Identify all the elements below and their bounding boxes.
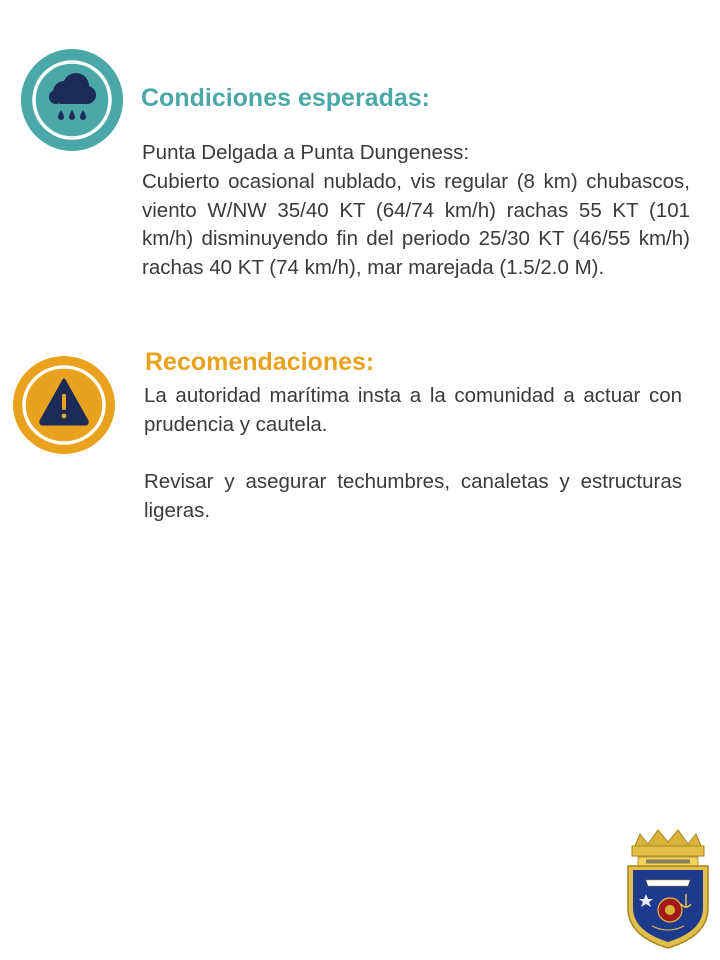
recommendation-item: La autoridad marítima insta a la comunidad a actuar con prudencia y cautela. <box>144 384 682 436</box>
navy-crest-logo <box>624 828 712 950</box>
rain-cloud-icon <box>20 48 124 152</box>
warning-triangle-icon <box>12 355 116 455</box>
conditions-description: Cubierto ocasional nublado, vis regular (8 km) chubascos, viento W/NW 35/40 KT (64/74 km/h) rachas 55 KT (101 km/h) disminuyendo fin del periodo 25/30 KT (46/55 km/h) rachas 40 KT (74 km/h), mar marejada (1.5/2.0 M). <box>142 170 690 279</box>
recommendation-item: Revisar y asegurar techumbres, canaletas y estructuras ligeras. <box>144 470 682 522</box>
conditions-location: Punta Delgada a Punta Dungeness: <box>142 141 470 164</box>
recommendations-heading: Recomendaciones: <box>145 348 375 376</box>
conditions-heading: Condiciones esperadas: <box>141 84 430 112</box>
